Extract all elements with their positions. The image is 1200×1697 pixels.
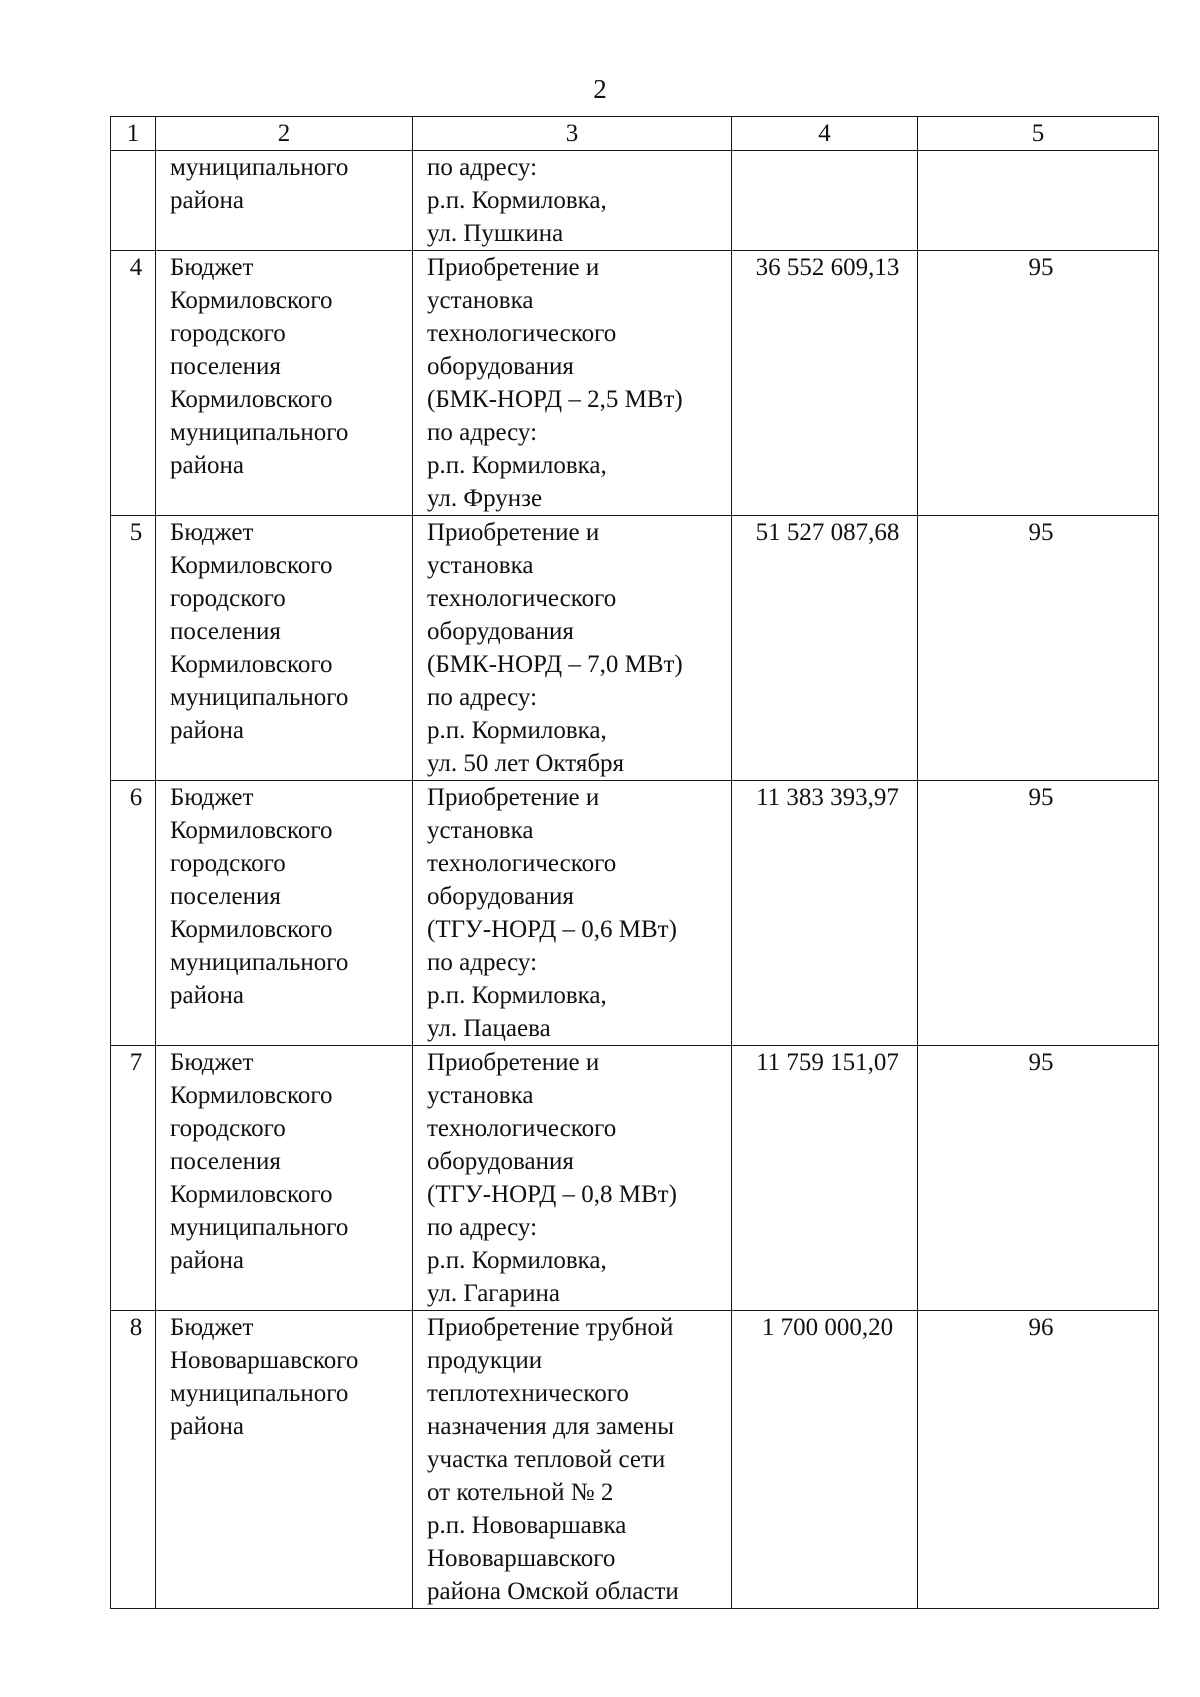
row-number: 8 [111,1311,156,1609]
amount-cell: 36 552 609,13 [732,251,918,516]
row-number: 5 [111,516,156,781]
table-row [111,516,1159,781]
purpose-cell: Приобретение и установка технологического оборудования (БМК-НОРД – 7,0 МВт) по адресу: р.п. Кормиловка, ул. 50 лет Октября [413,516,732,781]
page-number: 2 [593,74,607,104]
header-row [111,117,1159,151]
purpose-cell: Приобретение трубной продукции теплотехнического назначения для замены участка тепловой сети от котельной № 2 р.п. Нововаршавка Нововаршавского района Омской области [413,1311,732,1609]
header-col-3: 3 [413,117,732,151]
recipient-cell: Бюджет Кормиловского городского поселения Кормиловского муниципального района [156,1046,413,1311]
recipient-cell: муниципального района [156,151,413,251]
recipient-cell: Бюджет Кормиловского городского поселения Кормиловского муниципального района [156,251,413,516]
row-number: 7 [111,1046,156,1311]
amount-cell: 1 700 000,20 [732,1311,918,1609]
header-col-4: 4 [732,117,918,151]
amount-cell: 11 383 393,97 [732,781,918,1046]
header-col-5: 5 [918,117,1159,151]
header-col-1: 1 [111,117,156,151]
percent-cell [918,151,1159,251]
budget-table [110,116,1159,1609]
recipient-cell: Бюджет Нововаршавского муниципального района [156,1311,413,1609]
purpose-cell: Приобретение и установка технологического оборудования (ТГУ-НОРД – 0,6 МВт) по адресу: р.п. Кормиловка, ул. Пацаева [413,781,732,1046]
header-col-2: 2 [156,117,413,151]
amount-cell: 51 527 087,68 [732,516,918,781]
recipient-cell: Бюджет Кормиловского городского поселения Кормиловского муниципального района [156,781,413,1046]
amount-cell: 11 759 151,07 [732,1046,918,1311]
percent-cell: 95 [918,251,1159,516]
row-number [111,151,156,251]
row-number: 4 [111,251,156,516]
table-header [111,117,1159,151]
purpose-cell: Приобретение и установка технологического оборудования (БМК-НОРД – 2,5 МВт) по адресу: р.п. Кормиловка, ул. Фрунзе [413,251,732,516]
percent-cell: 95 [918,1046,1159,1311]
percent-cell: 96 [918,1311,1159,1609]
row-number: 6 [111,781,156,1046]
table-row [111,1311,1159,1609]
table-body [111,151,1159,1609]
table-row [111,1046,1159,1311]
table-row [111,781,1159,1046]
table-row [111,251,1159,516]
table-row [111,151,1159,251]
purpose-cell: по адресу: р.п. Кормиловка, ул. Пушкина [413,151,732,251]
amount-cell [732,151,918,251]
purpose-cell: Приобретение и установка технологического оборудования (ТГУ-НОРД – 0,8 МВт) по адресу: р.п. Кормиловка, ул. Гагарина [413,1046,732,1311]
recipient-cell: Бюджет Кормиловского городского поселения Кормиловского муниципального района [156,516,413,781]
percent-cell: 95 [918,781,1159,1046]
percent-cell: 95 [918,516,1159,781]
